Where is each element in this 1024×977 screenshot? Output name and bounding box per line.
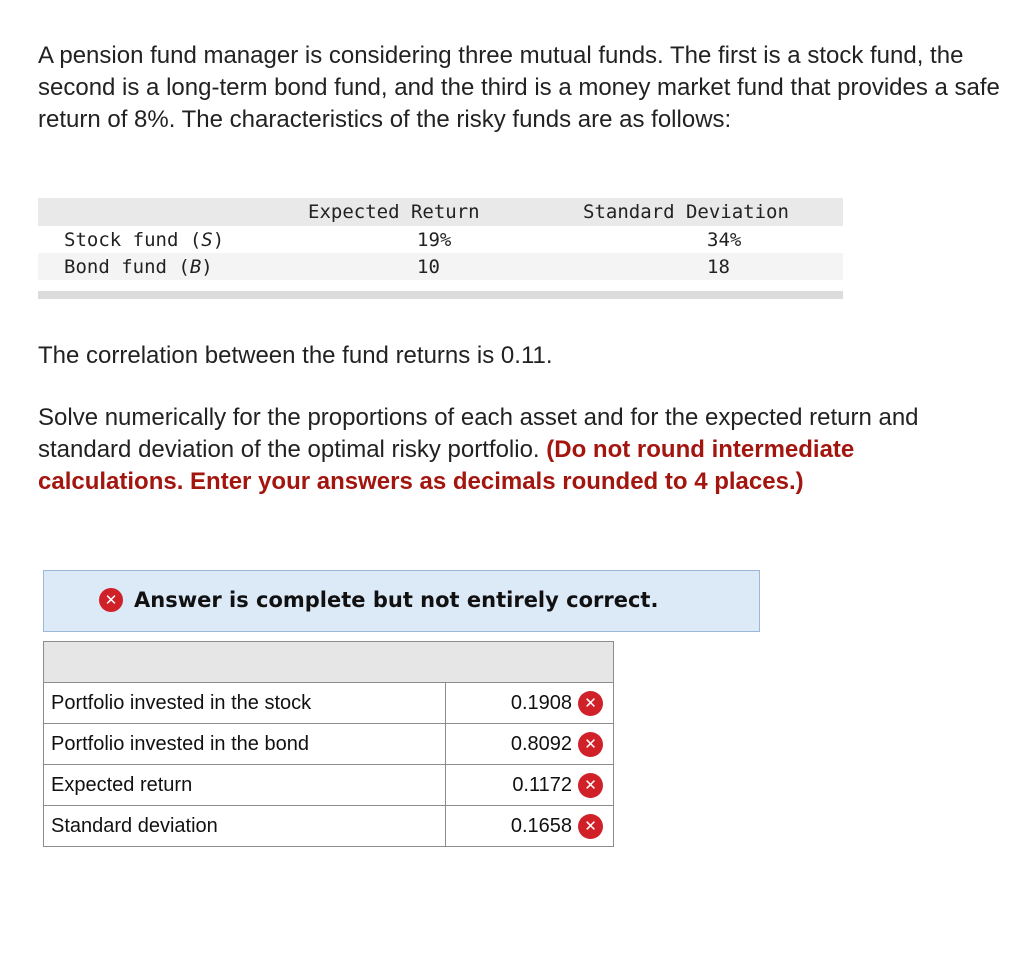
table-divider	[38, 291, 843, 299]
incorrect-x-icon: ✕	[578, 732, 603, 757]
answer-label: Portfolio invested in the stock	[44, 683, 446, 724]
instruction-text	[38, 402, 1003, 498]
x-circle-icon: ✕	[99, 588, 123, 612]
incorrect-x-icon: ✕	[578, 691, 603, 716]
answer-row	[44, 724, 614, 765]
fund-std-dev: 18	[707, 256, 730, 278]
answer-label: Portfolio invested in the bond	[44, 724, 446, 765]
fund-expected-return: 19%	[417, 229, 452, 251]
instruction-emphasis: (Do not round intermediate calculations. Enter your answers as decimals rounded to 4 places.)	[38, 436, 855, 495]
incorrect-x-icon: ✕	[578, 814, 603, 839]
answer-row	[44, 683, 614, 724]
header-expected-return: Expected Return	[308, 201, 480, 223]
fund-characteristics-table	[38, 198, 843, 280]
incorrect-x-icon: ✕	[578, 773, 603, 798]
correlation-text: The correlation between the fund returns is 0.11.	[38, 342, 553, 369]
header-standard-deviation: Standard Deviation	[583, 201, 789, 223]
fund-label: Bond fund (B)	[64, 256, 213, 278]
answer-value-input[interactable]: 0.1908	[510, 691, 572, 714]
answer-row	[44, 765, 614, 806]
answer-value-input[interactable]: 0.1658	[510, 814, 572, 837]
fund-expected-return: 10	[417, 256, 440, 278]
instruction-main: Solve numerically for the proportions of each asset and for the expected return and standard deviation of the optimal risky portfolio.	[38, 404, 919, 463]
answer-status-banner	[43, 570, 760, 632]
answer-label: Expected return	[44, 765, 446, 806]
answer-table-header	[44, 642, 614, 683]
fund-std-dev: 34%	[707, 229, 742, 251]
fund-label: Stock fund (S)	[64, 229, 225, 251]
answer-status-text: Answer is complete but not entirely correct.	[134, 588, 659, 612]
answer-value-input[interactable]: 0.1172	[512, 773, 572, 796]
answer-label: Standard deviation	[44, 806, 446, 847]
answer-value-input[interactable]: 0.8092	[510, 732, 572, 755]
fund-row-bond	[38, 253, 843, 280]
fund-table-header	[38, 198, 843, 226]
problem-intro: A pension fund manager is considering three mutual funds. The first is a stock fund, the second is a long-term bond fund, and the third is a money market fund that provides a safe return of 8%. The characteristics of the risky funds are as follows:	[38, 42, 1000, 133]
answer-row	[44, 806, 614, 847]
answer-table	[43, 641, 614, 847]
fund-row-stock	[38, 226, 843, 253]
